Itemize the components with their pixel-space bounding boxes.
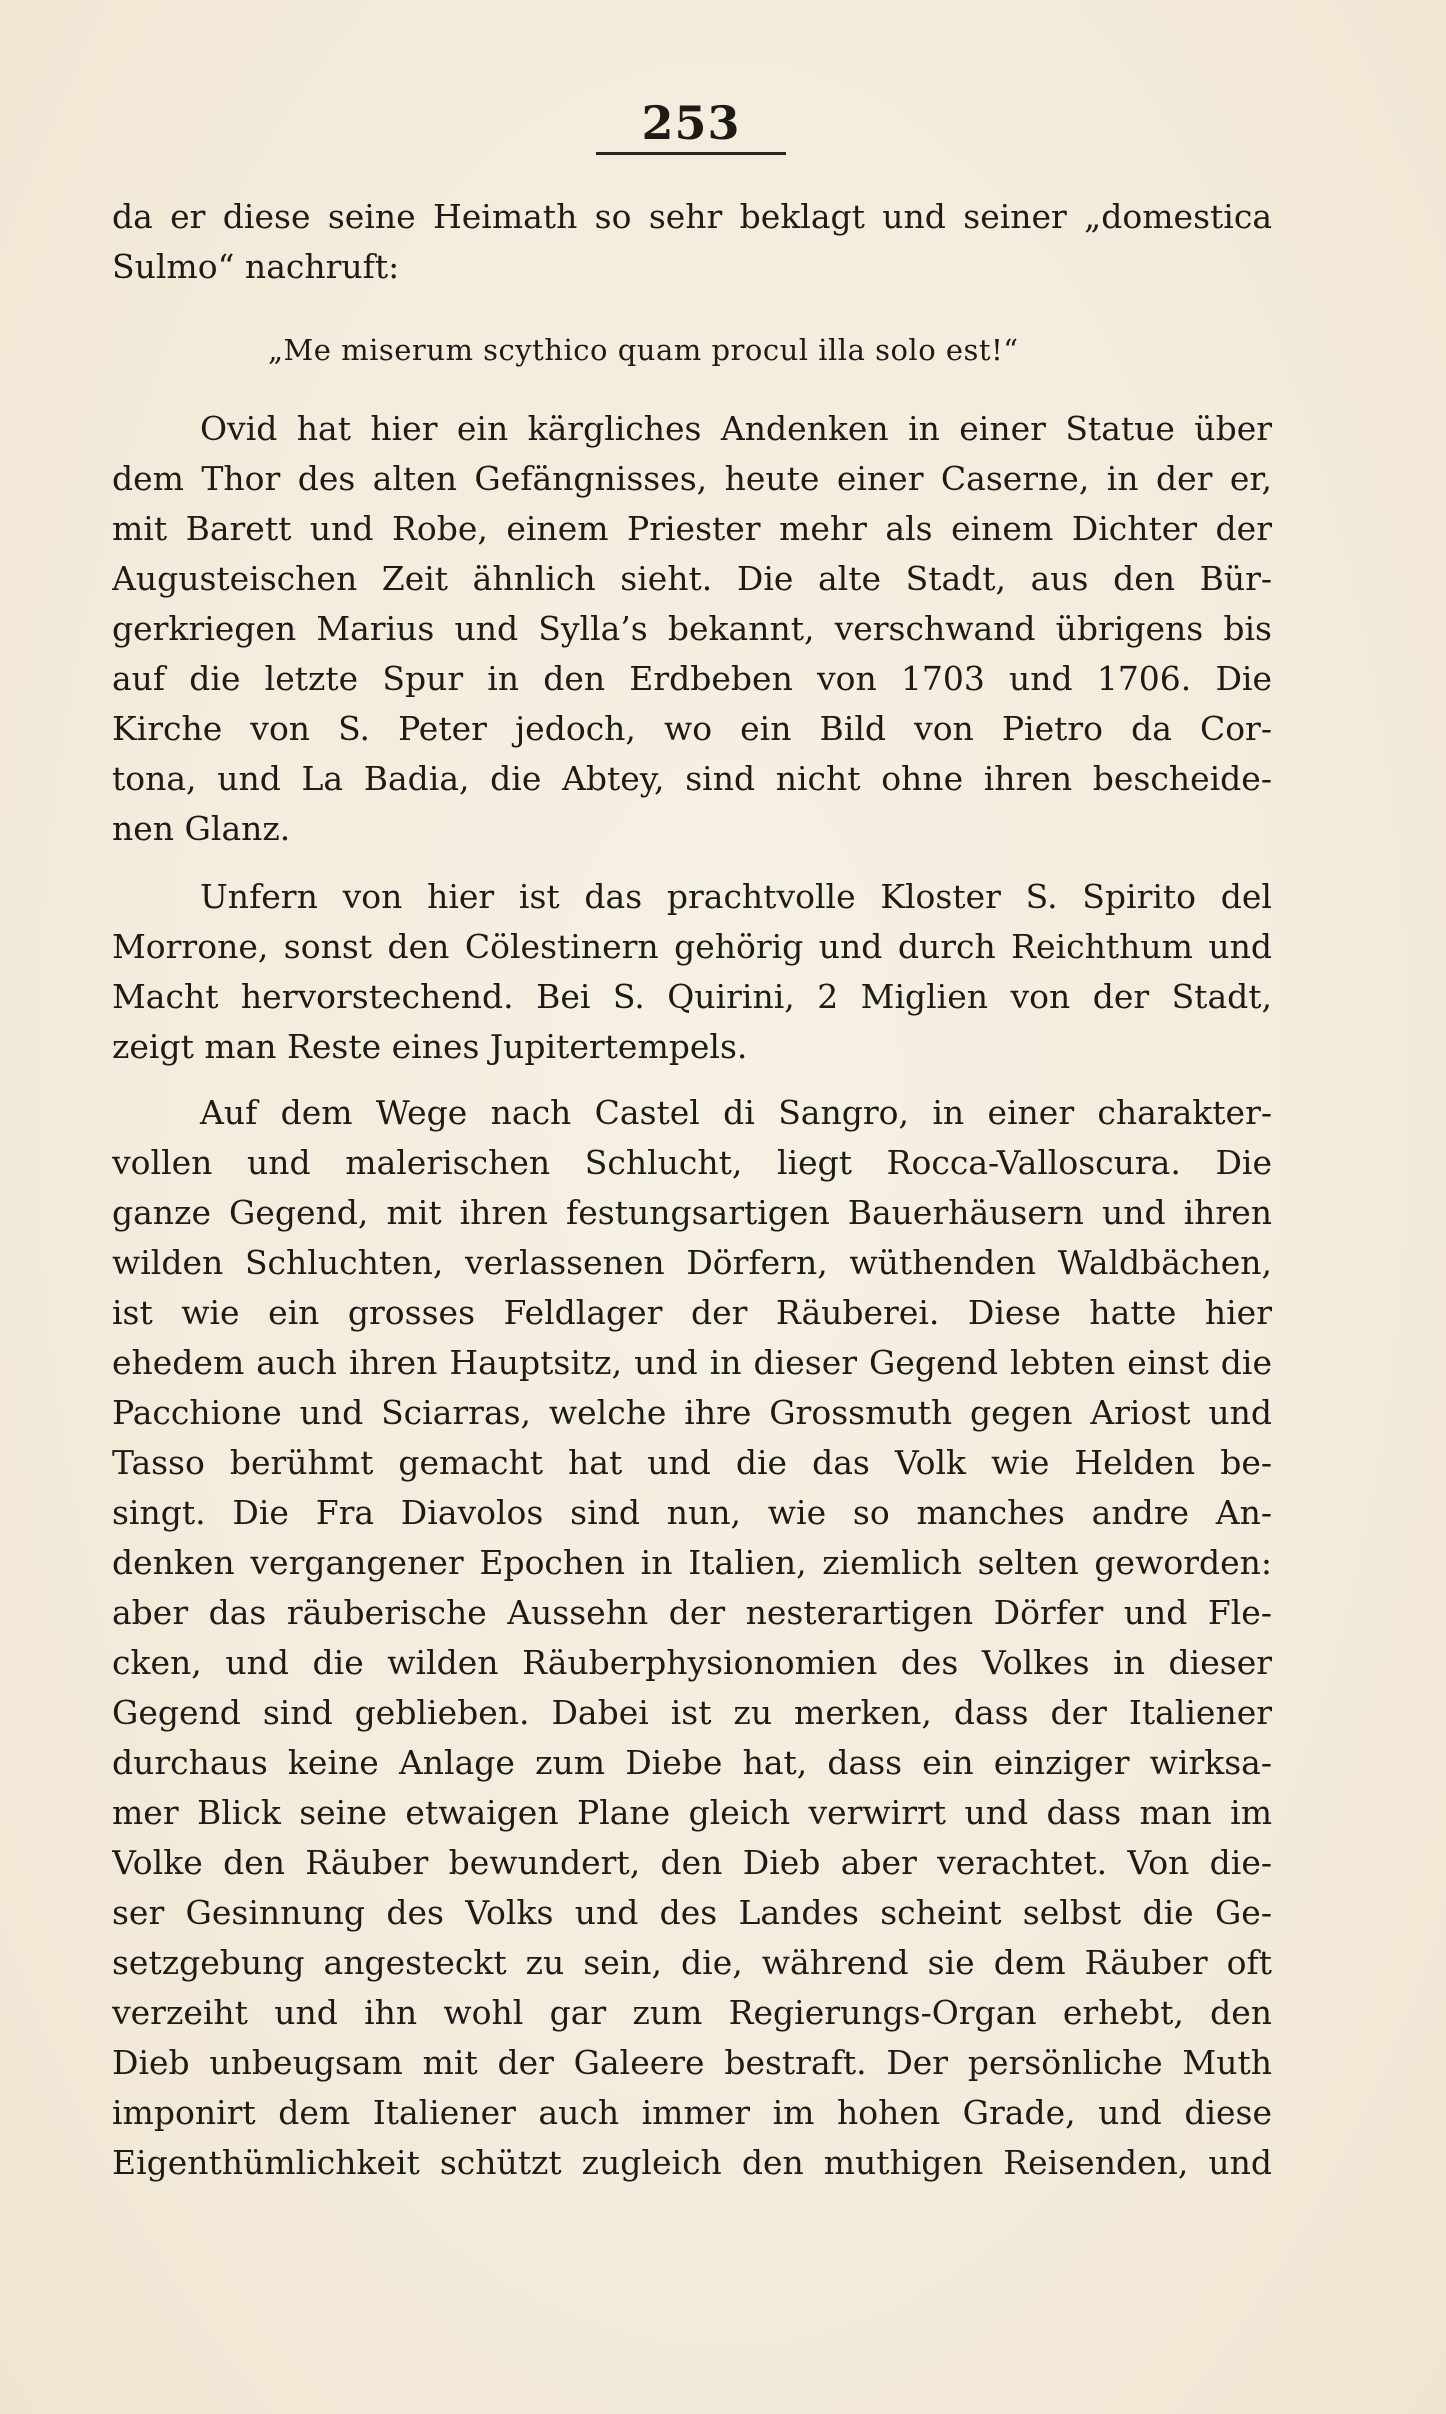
text-line: mer Blick seine etwaigen Plane gleich verwirrt und dass man im <box>112 1793 1272 1832</box>
text-line: aber das räuberische Aussehn der nesterartigen Dörfer und Fle- <box>112 1593 1272 1632</box>
paragraph-2 <box>112 872 1272 1072</box>
text-line: Dieb unbeugsam mit der Galeere bestraft. Der persönliche Muth <box>112 2043 1272 2082</box>
text-line: Eigenthümlichkeit schützt zugleich den muthigen Reisenden, und <box>112 2143 1272 2182</box>
text-line: Gegend sind geblieben. Dabei ist zu merken, dass der Italiener <box>112 1693 1272 1732</box>
text-line: Augusteischen Zeit ähnlich sieht. Die alte Stadt, aus den Bür- <box>112 559 1272 598</box>
text-line: gerkriegen Marius und Sylla’s bekannt, verschwand übrigens bis <box>112 609 1272 648</box>
page-number-rule <box>596 152 786 155</box>
text-line: imponirt dem Italiener auch immer im hohen Grade, und diese <box>112 2093 1272 2132</box>
text-line: Auf dem Wege nach Castel di Sangro, in einer charakter- <box>200 1093 1272 1132</box>
text-line: cken, und die wilden Räuberphysionomien des Volkes in dieser <box>112 1643 1272 1682</box>
text-line: tona, und La Badia, die Abtey, sind nicht ohne ihren bescheide- <box>112 759 1272 798</box>
text-line: Sulmo“ nachruft: <box>112 247 400 286</box>
paragraph-3 <box>112 1088 1272 2188</box>
text-line: ser Gesinnung des Volks und des Landes scheint selbst die Ge- <box>112 1893 1272 1932</box>
text-line: vollen und malerischen Schlucht, liegt Rocca-Valloscura. Die <box>112 1143 1272 1182</box>
text-line: ist wie ein grosses Feldlager der Räuberei. Diese hatte hier <box>112 1293 1272 1332</box>
paragraph-1 <box>112 404 1272 854</box>
latin-quote: „Me miserum scythico quam procul illa solo est!“ <box>268 333 1019 367</box>
text-line: nen Glanz. <box>112 809 291 848</box>
page-number: 253 <box>641 96 741 150</box>
text-line: auf die letzte Spur in den Erdbeben von 1703 und 1706. Die <box>112 659 1272 698</box>
text-line: Morrone, sonst den Cölestinern gehörig und durch Reichthum und <box>112 927 1272 966</box>
text-line: ganze Gegend, mit ihren festungsartigen Bauerhäusern und ihren <box>112 1193 1272 1232</box>
text-line: Unfern von hier ist das prachtvolle Kloster S. Spirito del <box>200 877 1272 916</box>
text-line: Tasso berühmt gemacht hat und die das Volk wie Helden be- <box>112 1443 1272 1482</box>
text-line: Macht hervorstechend. Bei S. Quirini, 2 Miglien von der Stadt, <box>112 977 1272 1016</box>
text-line: verzeiht und ihn wohl gar zum Regierungs-Organ erhebt, den <box>112 1993 1272 2032</box>
text-line: ehedem auch ihren Hauptsitz, und in dieser Gegend lebten einst die <box>112 1343 1272 1382</box>
text-line: zeigt man Reste eines Jupitertempels. <box>112 1027 748 1066</box>
text-line: dem Thor des alten Gefängnisses, heute einer Caserne, in der er, <box>112 459 1272 498</box>
text-line: Pacchione und Sciarras, welche ihre Grossmuth gegen Ariost und <box>112 1393 1272 1432</box>
intro-text <box>112 192 1272 292</box>
text-line: durchaus keine Anlage zum Diebe hat, dass ein einziger wirksa- <box>112 1743 1272 1782</box>
text-line: da er diese seine Heimath so sehr beklagt und seiner „domestica <box>112 197 1272 236</box>
text-line: singt. Die Fra Diavolos sind nun, wie so manches andre An- <box>112 1493 1272 1532</box>
text-line: denken vergangener Epochen in Italien, ziemlich selten geworden: <box>112 1543 1272 1582</box>
text-line: wilden Schluchten, verlassenen Dörfern, wüthenden Waldbächen, <box>112 1243 1272 1282</box>
text-line: Kirche von S. Peter jedoch, wo ein Bild von Pietro da Cor- <box>112 709 1272 748</box>
text-line: Volke den Räuber bewundert, den Dieb aber verachtet. Von die- <box>112 1843 1272 1882</box>
text-line: setzgebung angesteckt zu sein, die, während sie dem Räuber oft <box>112 1943 1272 1982</box>
text-line: mit Barett und Robe, einem Priester mehr als einem Dichter der <box>112 509 1272 548</box>
text-line: Ovid hat hier ein kärgliches Andenken in einer Statue über <box>200 409 1272 448</box>
